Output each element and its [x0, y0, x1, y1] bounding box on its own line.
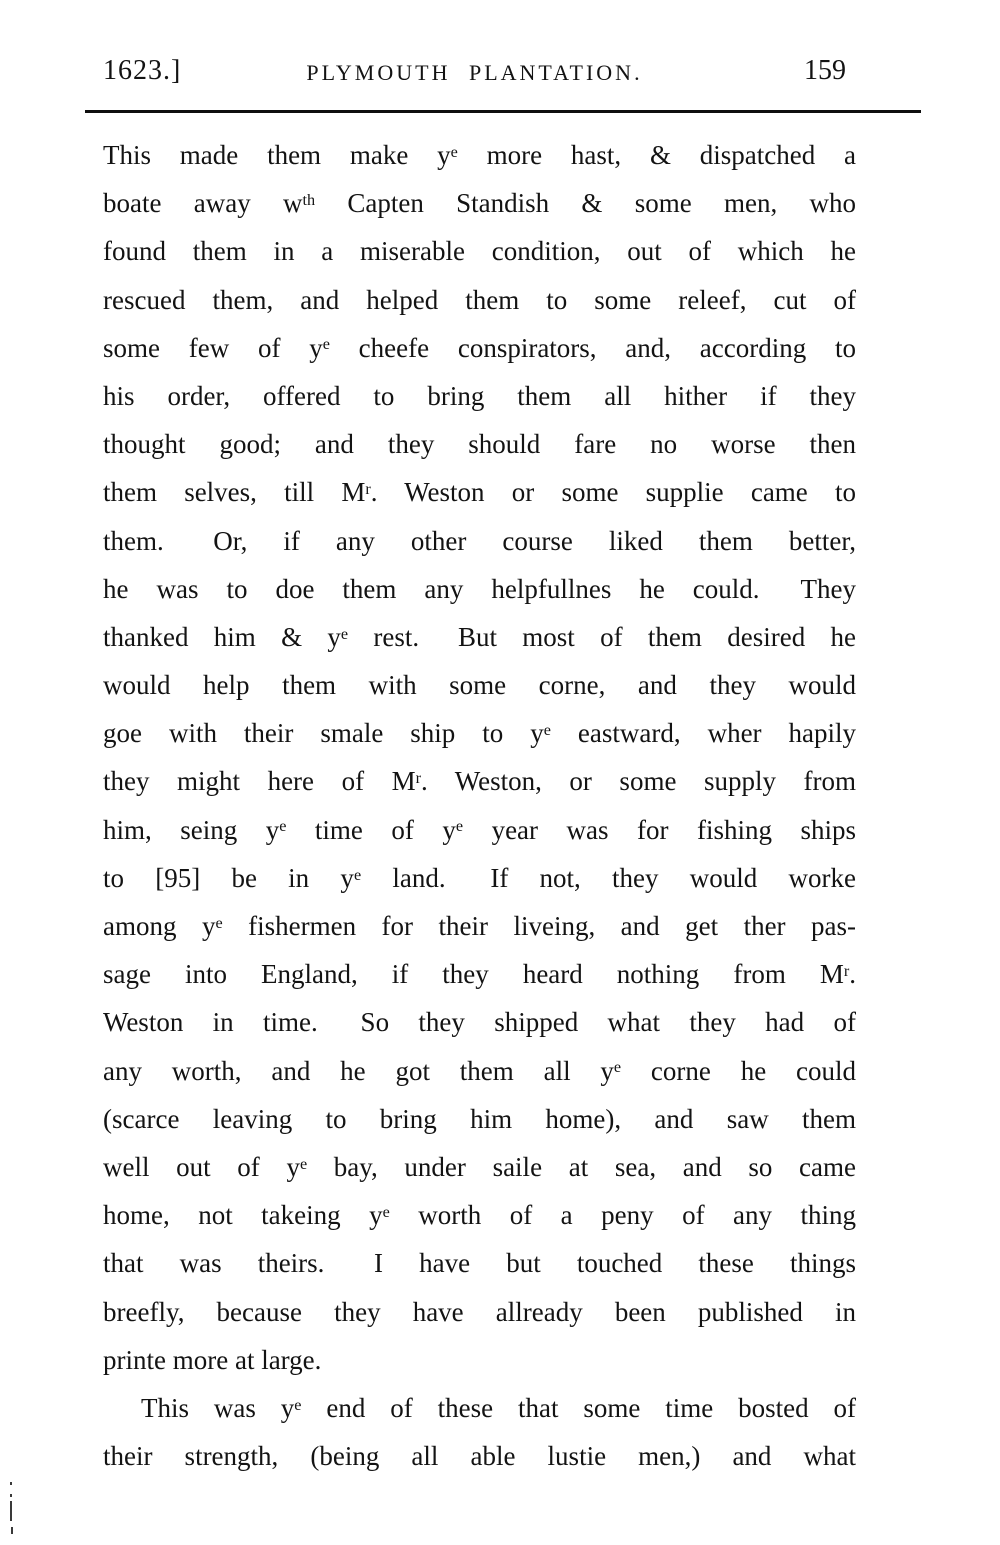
- text-line: home, not takeing $y^e$ worth of a peny of any thing: [103, 1200, 856, 1231]
- text-line: would help them with some corne, and they would: [103, 670, 856, 701]
- superscript: e: [450, 142, 458, 161]
- text-line: they might here of $M^r$. Weston, or some supply from: [103, 766, 856, 797]
- text-line: them. Or, if any other course liked them better,: [103, 525, 856, 556]
- body-text: [103, 131, 856, 1480]
- scan-artifact: [10, 1494, 12, 1497]
- text-line: Weston in time. So they shipped what they had of: [103, 1007, 856, 1038]
- superscript: e: [455, 817, 464, 836]
- superscript: e: [299, 1154, 308, 1173]
- superscript: e: [382, 1202, 390, 1221]
- text-line: to [95] be in $y^e$ land. If not, they would worke: [103, 862, 856, 893]
- superscript: e: [353, 865, 362, 884]
- superscript: r: [843, 961, 850, 980]
- text-line: sage into England, if they heard nothing from $M^r$.: [103, 959, 856, 990]
- superscript: th: [302, 190, 316, 209]
- superscript: e: [340, 624, 349, 643]
- text-line: thought good; and they should fare no worse then: [103, 429, 856, 460]
- superscript: e: [279, 817, 287, 836]
- text-line: that was theirs. I have but touched these things: [103, 1248, 856, 1279]
- text-line: them selves, till $M^r$. Weston or some supplie came to: [103, 477, 856, 508]
- text-line: found them in a miserable condition, out of which he: [103, 236, 856, 267]
- header-page-number: 159: [804, 55, 846, 86]
- header-rule: [85, 110, 921, 113]
- page-header: [103, 55, 846, 93]
- text-line: he was to doe them any helpfullnes he could. They: [103, 573, 856, 604]
- text-line: among $y^e$ fishermen for their liveing, and get ther pas-: [103, 911, 856, 941]
- scan-artifact: [10, 1482, 12, 1485]
- text-line: rescued them, and helped them to some releef, cut of: [103, 284, 856, 315]
- text-line: any worth, and he got them all $y^e$ corne he could: [103, 1055, 856, 1086]
- superscript: r: [365, 480, 371, 499]
- scan-artifact: [11, 1527, 13, 1534]
- text-line: well out of $y^e$ bay, under saile at sea, and so came: [103, 1151, 856, 1182]
- text-line: his order, offered to bring them all hither if they: [103, 380, 856, 411]
- scan-artifact: [10, 1501, 12, 1521]
- superscript: e: [322, 335, 330, 354]
- text-line: thanked him & $y^e$ rest. But most of them desired he: [103, 621, 856, 652]
- superscript: e: [215, 913, 223, 932]
- header-year: 1623.]: [103, 55, 182, 86]
- text-line: goe with their smale ship to $y^e$ eastward, wher hapily: [103, 718, 856, 749]
- text-line: breefly, because they have allready been published in: [103, 1296, 856, 1327]
- text-line: their strength, (being all able lustie men,) and what: [103, 1441, 856, 1472]
- text-line: some few of $y^e$ cheefe conspirators, and, according to: [103, 332, 856, 363]
- superscript: r: [415, 769, 421, 788]
- superscript: e: [294, 1395, 302, 1414]
- superscript: e: [613, 1058, 622, 1077]
- text-line: boate away $w^{th}$ Capten Standish & some men, who: [103, 188, 856, 219]
- text-line: printe more at large.: [103, 1344, 322, 1375]
- text-line: him, seing $y^e$ time of $y^e$ year was for fishing ships: [103, 814, 856, 845]
- header-running-title: PLYMOUTH PLANTATION.: [306, 60, 643, 85]
- text-line: This made them make $y^e$ more hast, & dispatched a: [103, 140, 856, 170]
- text-line: This was $y^e$ end of these that some time bosted of: [141, 1392, 856, 1423]
- superscript: e: [543, 720, 551, 739]
- text-line: (scarce leaving to bring him home), and saw them: [103, 1103, 856, 1134]
